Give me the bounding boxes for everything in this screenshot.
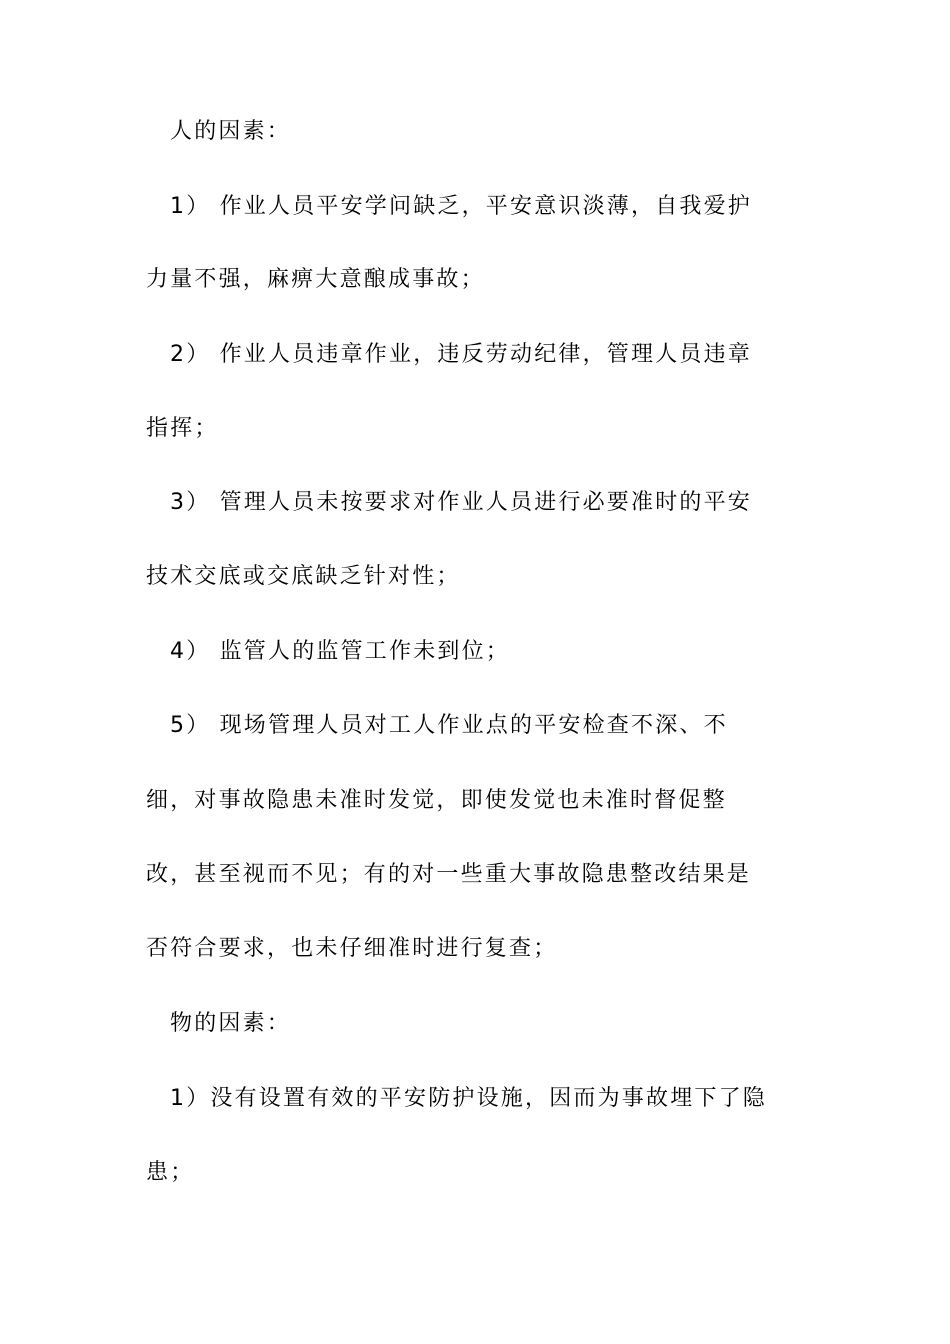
- paragraph-line: 否符合要求，也未仔细准时进行复查；: [146, 936, 558, 961]
- section-heading-material-factors: 物的因素：: [170, 1011, 292, 1036]
- section-heading-human-factors: 人的因素：: [170, 119, 292, 144]
- paragraph-line: 1）没有设置有效的平安防护设施，因而为事故埋下了隐: [170, 1086, 767, 1111]
- paragraph-line: 5） 现场管理人员对工人作业点的平安检查不深、不: [170, 713, 728, 738]
- paragraph-line: 力量不强，麻痹大意酿成事故；: [146, 267, 485, 292]
- paragraph-line: 1） 作业人员平安学问缺乏，平安意识淡薄，自我爱护: [170, 194, 752, 219]
- paragraph-line: 技术交底或交底缺乏针对性；: [146, 564, 461, 589]
- paragraph-line: 4） 监管人的监管工作未到位；: [170, 639, 510, 664]
- paragraph-line: 2） 作业人员违章作业，违反劳动纪律，管理人员违章: [170, 342, 752, 367]
- paragraph-line: 患；: [146, 1160, 195, 1185]
- paragraph-line: 指挥；: [146, 416, 219, 441]
- paragraph-line: 改，甚至视而不见；有的对一些重大事故隐患整改结果是: [146, 862, 752, 887]
- paragraph-line: 3） 管理人员未按要求对作业人员进行必要准时的平安: [170, 490, 752, 515]
- paragraph-line: 细，对事故隐患未准时发觉，即使发觉也未准时督促整: [146, 788, 727, 813]
